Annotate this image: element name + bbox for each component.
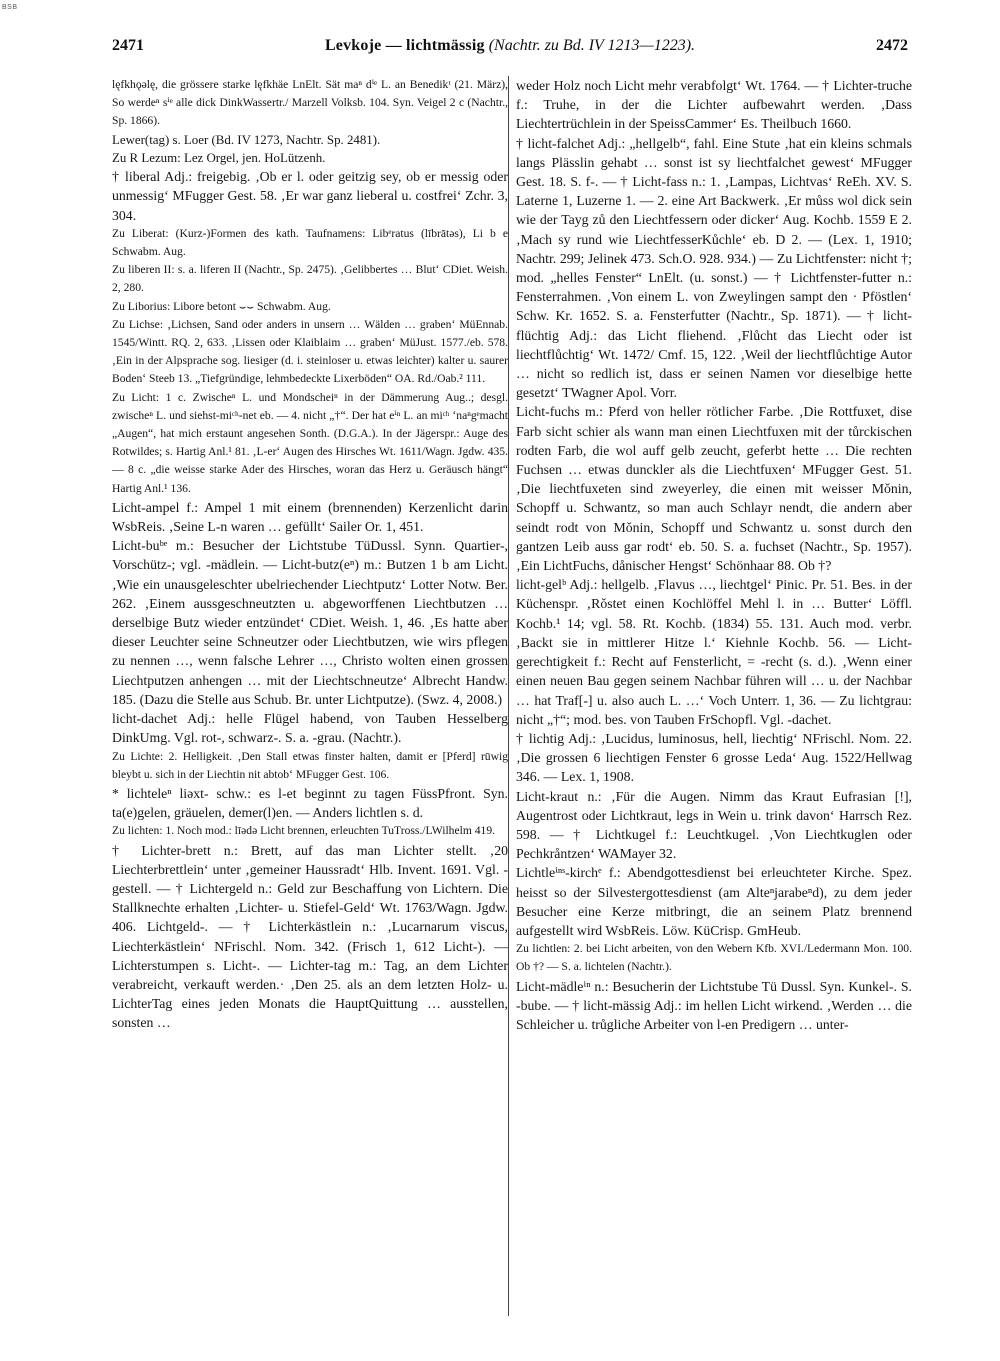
left-column	[112, 76, 508, 1033]
dictionary-entry: licht-gelᵇ Adj.: hellgelb. ‚Flavus …, liechtgel‘ Pinic. Pr. 51. Bes. in der Küchenspr. ‚Rǒstet einen Kochlöffel Mehl l. in … Butter‘ Löffl. Kochb.¹ 14; vgl. 58. Rt. Kochb. (1834) 55. 131. Auch mod. verbr. ‚Backt sie in mittlerer Hitze l.‘ Kiehnle Kochb. 56. — Licht-gerechtigkeit f.: Recht auf Fensterlicht, = -recht (s. d.). ‚Wenn einer einen neuen Bau gegen seinem Nachbar führen will … u. der Nachbar … hat Traf[-] u. also auch L. …‘ Voch Unterr. 1, 36. — Zu lichtgrau: nicht „†“; mod. bes. von Tauben FrSchopfl. Vgl. -dachet.	[516, 577, 912, 727]
dictionary-entry: Licht-buᵇᵉ m.: Besucher der Lichtstube TüDussl. Synn. Quartier-, Vorschütz-; vgl. -mädlein. — Licht-butz(eⁿ) m.: Butzen 1 b am Licht. ‚Wie ein unausgeleschter ubelriechender Liechtputz‘ Lotter Notw. Ber. 262. ‚Einem aussgeschneutzten u. abgeworffenen Liechtbutzen … derselbige Butz wieder entzündet‘ CDiet. Weish. 1, 46. ‚Es hatte aber dieser Leuchter seine Schneutzer oder Liechtbutzen, wie wirs pflegen zu nennen …, wenn falsche Lehrer …, Christo wolten einen grossen Liechtputzen anhengen … mit der Liechtschneutze‘ Albrecht Handw. 185. (Dazu die Stelle aus Schub. Br. unter Lichtputze). (Swz. 4, 2008.)	[112, 538, 508, 707]
dictionary-entry: Zu liberen II: s. a. liferen II (Nachtr., Sp. 2475). ‚Gelibbertes … Blut‘ CDiet. Weish. 2, 280.	[112, 263, 508, 295]
dictionary-entry: * lichteleⁿ liəxt- schw.: es l-et beginnt zu tagen FüssPfront. Syn. ta(e)gelen, gräuelen, demer(l)en. — Anders lichtlen s. d.	[112, 785, 508, 821]
dictionary-entry: Zu Liberat: (Kurz-)Formen des kath. Taufnamens: Libᵉratus (lībrātəs), Li b e Schwabm. Aug.	[112, 226, 508, 259]
page-number-right: 2472	[876, 37, 908, 54]
headword-range: Levkoje — lichtmässig	[324, 37, 485, 54]
dictionary-entry: Zu Lichte: 2. Helligkeit. ‚Den Stall etwas finster halten, damit er [Pferd] rūwig bleybt u. sich in der Liechtin nit abtob‘ MFugger Gest. 106.	[112, 749, 508, 781]
dictionary-entry: Zu Liborius: Libore betont ⌣⌣ Schwabm. Aug.	[112, 299, 331, 313]
dictionary-entry: † licht-falchet Adj.: „hellgelb“, fahl. Eine Stute ‚hat ein kleins schmals langs Plässlin gehabt … sonst ist sy liechtfalchet gewest‘ MFugger Gest. 18. S. f-. — † Licht-fass n.: 1. ‚Lampas, Lichtvas‘ ReEh. XV. S. Laterne 1, Luzerne 1. — 2. eine Art Backwerk. ‚Er můss wol dick sein wie der Tayg zů den Liechtfessern oder dicker‘ Aug. Kochb. 1559 E 2. ‚Mach sy rund wie LiechtfesserKůchle‘ eb. D 2. — (Lex. 1, 1910; Nachtr. 299; Jelinek 473. Sch.O. 928. 934.) — Zu Lichtfenster: nicht †; mod. „helles Fenster“ LnElt. (u. sonst.) — † Lichtfenster-futter n.: Fensterrahmen. ‚Von einem L. von Zweylingen sampt den · Pföstlen‘ Schw. Kr. 1652. S. a. Fensterfutter (Nachtr., Sp. 1871). — † licht-flüchtig Adj.: das Licht fliehend. ‚Flůcht das Liecht oder ist liechtflůchtig‘ Wt. 1472/ Cmf. 15, 122. ‚Weil der liechtflůchtige Autor … nicht so redlich ist, dass er seinen Namen vor dieselbige hette gesetzt‘ TWagner Apol. Vorr.	[516, 135, 912, 401]
dictionary-entry: Licht-mädleⁱⁿ n.: Besucherin der Lichtstube Tü Dussl. Syn. Kunkel-. S. -bube. — † licht-mässig Adj.: im hellen Licht wirkend. ‚Werden … die Schleicher u. trůgliche Arbeiter von l-en Predigern … unter-	[516, 978, 912, 1032]
dictionary-entry: licht-dachet Adj.: helle Flügel habend, von Tauben Hesselberg DinkUmg. Vgl. rot-, schwarz-. S. a. -grau. (Nachtr.).	[112, 711, 508, 746]
supplement-note: (Nachtr. zu Bd. IV 1213—1223).	[488, 37, 696, 54]
page-number-left: 2471	[112, 37, 144, 54]
dictionary-entry: Lichtleⁱⁿˢ-kirchᵉ f.: Abendgottesdienst bei erleuchteter Kirche. Spez. heisst so der Silvestergottesdienst (am Alteⁿjarabeⁿd), zu dem jeder Besucher eine Kerze mitbringt, die an seinem Platz brennend aufgestellt wird WsbReis. Löw. KüCrisp. GmHeub.	[516, 865, 912, 938]
dictionary-entry: † Lichter-brett n.: Brett, auf das man Lichter stellt. ‚20 Liechterbrettlein‘ unter ‚gemeiner Haussradt‘ Hlb. Invent. 1691. Vgl. -gestell. — † Lichtergeld n.: Geld zur Beschaffung von Lichtern. Die Stallknechte erhalten ‚Lichter- u. Stiefel-Geld‘ Wt. 1763/Wagn. Jgdw. 406. Lichtgeld-. — † Lichterkästlein n.: ‚Lucarnarum viscus, Liechterkästlein‘ NFrischl. Nom. 342. (Frisch 1, 612 Licht-). — Lichterstumpen s. Licht-. — Lichter-tag m.: Tag, an dem Lichter verabreicht, verkauft werden.· ‚Den 25. als an dem letzten Holz- u. LichterTag eines jeden Monats die HauptQuittung … ausstellen, sonsten …	[112, 842, 508, 1031]
dictionary-entry: Zu R Lezum: Lez Orgel, jen. HoLützenh.	[112, 150, 326, 165]
library-stamp: BSB	[2, 4, 18, 11]
dictionary-entry: † lichtig Adj.: ‚Lucidus, luminosus, hell, liechtig‘ NFrischl. Nom. 22. ‚Die grossen 6 liechtigen Fenster 6 grosse Leda‘ Aug. 1522/Hellwag 346. — Lex. 1, 1908.	[516, 730, 912, 785]
column-divider	[508, 76, 509, 1316]
dictionary-entry: Licht-fuchs m.: Pferd von heller rötlicher Farbe. ‚Die Rottfuxet, dise Farb sicht schier als wann man einen Liechtfuxen mit der tůrckischen rodten Farb, die wol auff gelb zeucht, geferbt hette … Die rechten Fuchsen … etwas dunckler als die Liechtfuxen‘ MFugger Gest. 51. ‚Die liechtfuxeten sind zweyerley, die einen mit weisser Mǒnin, Schopff u. Schwantz, so man auch Schlayr nendt, die andern aber seindt rodt von Mǒnin, Schopff und Schwantz u. sonst durch den gantzen Leib auss gar rodt‘ eb. 50. S. a. fuchset (Nachtr., Sp. 1957). ‚Ein LichtFuchs, dånischer Hengst‘ Schönhaar 88. Ob †?	[516, 404, 912, 574]
dictionary-entry: Zu lichten: 1. Noch mod.: līədə Licht brennen, erleuchten TuTross./LWilhelm 419.	[112, 824, 496, 838]
dictionary-entry: Licht-kraut n.: ‚Für die Augen. Nimm das Kraut Eufrasian [!], Augentrost oder Lichtkraut, legs in Wein u. trink davon‘ Harrsch Rez. 598. — † Lichtkugel f.: Leuchtkugel. ‚Von Liechtkuglen oder Pechkråntzen‘ WAMayer 32.	[516, 788, 912, 862]
dictionary-entry: Lewer(tag) s. Loer (Bd. IV 1273, Nachtr. Sp. 2481).	[112, 132, 381, 147]
dictionary-entry: weder Holz noch Licht mehr verabfolgt‘ Wt. 1764. — † Lichter-truche f.: Truhe, in der die Lichter aufbewahrt werden. ‚Dass Liechtertrüchlein in der SpeissCammer‘ Es. Theilbuch 1660.	[516, 78, 912, 132]
dictionary-entry: † liberal Adj.: freigebig. ‚Ob er l. oder geitzig sey, ob er messig oder unmessig‘ MFugger Gest. 58. ‚Er war ganz lieberal u. costfrei‘ Zchr. 3, 304.	[112, 169, 508, 223]
dictionary-entry: Licht-ampel f.: Ampel 1 mit einem (brennenden) Kerzenlicht darin WsbReis. ‚Seine L-n waren … gefüllt‘ Sailer Or. 1, 451.	[112, 499, 508, 535]
dictionary-entry: Zu Lichse: ‚Lichsen, Sand oder anders in unsern … Wälden … graben‘ MüEnnab. 1545/Wintt. RQ. 2, 633. ‚Lissen oder Klaiblaim … graben‘ MüJust. 1577./eb. 578. ‚Ein in der Alpsprache sog. liesiger (d. i. steinloser u. etwas leichter) kalter u. saurer Boden‘ Steeb 13. „Tiefgründige, lehmbedeckte Lixerböden“ OA. Rd./Oab.² 111.	[112, 317, 508, 386]
dictionary-entry: lęfkhǫəlę, die grössere starke lęfkhäe LnElt. Sät maⁿ dⁱᵉ L. an Benedikᵗ (21. März), So werdeⁿ sⁱᵉ alle dick DinkWassertr./ Marzell Volksb. 104. Syn. Veigel 2 c (Nachtr., Sp. 1866).	[112, 78, 508, 128]
running-title	[112, 37, 908, 55]
page-header	[112, 37, 908, 61]
dictionary-entry: Zu lichtlen: 2. bei Licht arbeiten, von den Webern Kfb. XVI./Ledermann Mon. 100. Ob †? — S. a. lichtelen (Nachtr.).	[516, 942, 912, 974]
right-column	[516, 76, 912, 1034]
dictionary-entry: Zu Licht: 1 c. Zwischeⁿ L. und Mondscheiⁿ in der Dämmerung Aug..; desgl. zwischeⁿ L. und siehst-miᶜʰ-net eb. — 4. nicht „†“. Der hat eⁱⁿ L. an miᶜʰ ‘naⁿgᵉmacht „Augen“, hat mich erstaunt angesehen Sonth. (D.G.A.). In der Jägerspr.: Auge des Rotwildes; s. Hartig Anl.¹ 81. ‚L-er‘ Augen des Hirsches Wt. 1611/Wagn. Jgdw. 435. — 8 c. „die weisse starke Ader des Hirsches, woran das Herz u. Geräusch hängt“ Hartig Anl.¹ 136.	[112, 390, 508, 495]
